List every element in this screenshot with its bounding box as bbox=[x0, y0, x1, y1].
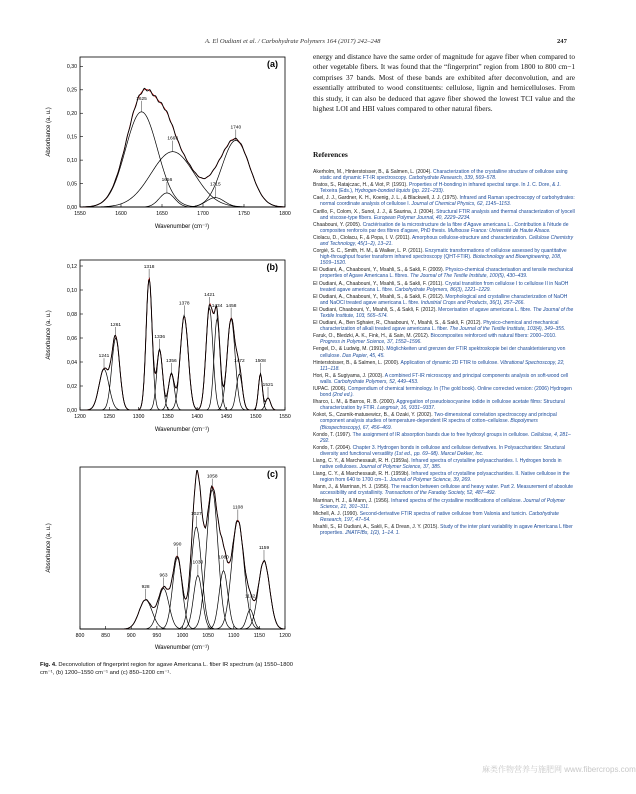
panel-label-b: (b) bbox=[266, 262, 278, 272]
x-tick-label: 1550 bbox=[279, 414, 291, 420]
reference-journal[interactable]: Cellulose, 4, 281–292. bbox=[320, 431, 571, 444]
reference-item bbox=[313, 386, 575, 398]
reference-authors: El Oudiani, A., Chaabouni, Y., Msahli, S., & Sakli, F. (2012). bbox=[313, 293, 446, 300]
reference-journal[interactable]: Langmuir, 16, 9331–9337. bbox=[377, 405, 436, 412]
reference-authors: El Oudiani, Chaabouni, Y., Msahli, S., & Sakli, F. (2012). bbox=[313, 306, 439, 313]
y-tick-label: 0,02 bbox=[66, 383, 77, 390]
reference-journal[interactable]: Vibrational Spectroscopy, 22, 111–118. bbox=[320, 359, 565, 372]
reference-authors: Liang, C. Y., & Marchessault, R. H. (1959a). bbox=[313, 458, 412, 465]
panel-label-a: (a) bbox=[267, 59, 278, 69]
reference-title-link[interactable]: Morphological and crystalline characterization of NaOH and NaOCl treated agave americana L. fibre. bbox=[320, 293, 568, 306]
plot-frame-b bbox=[80, 260, 285, 410]
watermark: 麻类作物营养与施肥网 www.fibercrops.com bbox=[482, 765, 636, 774]
reference-journal[interactable]: (1st ed., pp. 69–98). Marcel Dekker, Inc. bbox=[394, 450, 484, 457]
reference-item bbox=[313, 281, 575, 293]
y-tick-label: 0,15 bbox=[66, 134, 77, 141]
reference-item bbox=[313, 169, 575, 181]
x-tick-label: 1400 bbox=[191, 414, 203, 420]
reference-authors: El Oudiani, A., Ben Sghaier, R., Chaabouni, Y., Msahli, S., & Sakli, F. (2012). bbox=[313, 320, 484, 327]
peak-label-1108: 1108 bbox=[232, 505, 244, 511]
x-tick-label: 1800 bbox=[279, 211, 291, 217]
reference-journal[interactable]: Carbohydrate Research, 197, 47–54. bbox=[320, 510, 559, 523]
reference-authors: Ciolacu, D., Ciolacu, F., & Popa, I. V. (2011). bbox=[313, 234, 412, 241]
measured-spectrum-curve bbox=[80, 88, 285, 207]
x-tick-label: 950 bbox=[152, 633, 162, 639]
reference-authors: Kondo, T. (2004). bbox=[313, 444, 353, 451]
chart-a bbox=[40, 52, 302, 232]
panel-label-c: (c) bbox=[267, 469, 278, 479]
peak-label-990: 990 bbox=[173, 542, 182, 548]
reference-authors: Bratos, S., Ratajczac, H., & Viot, P. (1991). bbox=[313, 182, 409, 189]
reference-authors: El Oudiani, A., Chaabouni, Y., Msahli, S., & Sakli, F. (2009). bbox=[313, 267, 446, 274]
peak-label-963: 963 bbox=[159, 573, 168, 579]
reference-journal[interactable]: Industrial Crops and Products, 36(1), 257–266. bbox=[420, 299, 525, 306]
reference-journal[interactable]: Journal of Chemical Physics, 62, 1145–1153. bbox=[411, 201, 512, 208]
component-band-1521 bbox=[80, 398, 285, 410]
fitted-sum-curve bbox=[80, 278, 285, 410]
x-tick-label: 1750 bbox=[238, 211, 250, 217]
measured-spectrum-curve bbox=[80, 280, 285, 410]
reference-title-link[interactable]: Infrared and Raman spectroscopy of carbohydrates: normal coordinate analysis of cellulose I. bbox=[320, 195, 575, 208]
reference-item bbox=[313, 333, 575, 345]
reference-authors: Kondo, T. (1997). bbox=[313, 431, 353, 438]
reference-title-link[interactable]: Characterization of the crystalline structure of cellulose using static and dynamic FT-IR spectroscopy. bbox=[320, 169, 568, 182]
peak-label-928: 928 bbox=[141, 584, 150, 590]
reference-journal[interactable]: European Polymer Journal, 40, 2229–2234. bbox=[373, 214, 471, 221]
reference-journal[interactable]: Das Papier, 45, 45. bbox=[342, 352, 385, 359]
y-tick-label: 0,00 bbox=[66, 204, 77, 211]
reference-authors: Corgié, S. C., Smith, H. M., & Walker, L. P. (2011). bbox=[313, 248, 426, 255]
reference-journal[interactable]: Journal of Polymer Science, 21, 301–311. bbox=[320, 497, 566, 510]
peak-label-1027: 1027 bbox=[191, 511, 202, 517]
x-tick-label: 900 bbox=[126, 633, 136, 639]
x-tick-label: 1450 bbox=[220, 414, 233, 420]
reference-item bbox=[313, 294, 575, 306]
reference-item bbox=[313, 458, 575, 470]
peak-label-1336: 1336 bbox=[154, 335, 165, 340]
x-tick-label: 1500 bbox=[249, 414, 262, 420]
component-band-1740 bbox=[80, 140, 285, 207]
peak-label-1058: 1058 bbox=[206, 474, 218, 480]
peak-label-1508: 1508 bbox=[255, 359, 266, 364]
y-axis-label-b: Absorbance (a. u.) bbox=[46, 310, 52, 360]
reference-title-link[interactable]: Enzymatic transformations of cellulose assessed by quantitative high-throughput fourier transform infrared spectroscopy (QHT-FTIR). bbox=[320, 248, 567, 261]
reference-item bbox=[313, 222, 575, 234]
y-tick-label: 0,30 bbox=[66, 64, 77, 71]
reference-authors: Marrinan, H. J., & Mann, J. (1956). bbox=[313, 497, 392, 504]
reference-item bbox=[313, 373, 575, 385]
reference-item bbox=[313, 524, 575, 536]
y-axis-label-a: Absorbance (a. u.) bbox=[46, 107, 52, 157]
reference-title-link[interactable]: The reaction between cellulose and heavy water. Part 2. Measurement of absolute accessibility and crystallinity. bbox=[320, 484, 574, 497]
chart-c bbox=[40, 462, 302, 652]
reference-authors: Faruk, O., Bledzki, A. K., Fink, H., & Sain, M. (2012). bbox=[313, 333, 431, 340]
x-axis-label-c: Wavenumber (cm⁻¹) bbox=[154, 645, 210, 651]
figure-caption bbox=[40, 661, 302, 677]
figure-panel-b bbox=[40, 255, 302, 435]
x-tick-label: 1000 bbox=[176, 633, 189, 639]
component-band-1434 bbox=[80, 319, 285, 410]
body-paragraph: energy and distance have the same order of magnitude for agave fiber when compared to other vegetable fibers. It was found that the “fingerprint” region from 1800 to 800 cm−1 comprises 37 bands. Most of these bands are exhibited after deconvolution, and are essentially attributed to wood constituents: cellulose, lignin and hemicelluloses. From this study, it can also be deduced that agave fiber showed the lowest TCI value and the highest LOI and HBI values compared to other natural fibers. bbox=[313, 52, 575, 114]
y-tick-label: 0,06 bbox=[66, 335, 77, 342]
x-tick-label: 1200 bbox=[74, 414, 86, 420]
y-tick-label: 0,25 bbox=[66, 87, 77, 94]
page-number: 247 bbox=[557, 38, 567, 45]
peak-label-1378: 1378 bbox=[178, 301, 190, 307]
references-heading: References bbox=[313, 150, 348, 159]
reference-title-link[interactable]: Infrared spectra of the crystalline modifications of cellulose. bbox=[391, 497, 524, 504]
peak-label-1132: 1132 bbox=[244, 594, 256, 600]
reference-journal[interactable]: Journal of Polymer Science, 39, 269. bbox=[389, 477, 472, 484]
reference-journal[interactable]: Biotechnology and Bioengineering, 108, 1509–1520. bbox=[320, 254, 562, 267]
reference-title-link[interactable]: Biocomposites reinforced with natural fibers: 2000–2010. bbox=[430, 333, 557, 340]
reference-title-link[interactable]: Infrared spectra of crystalline polysaccharides. I. Hydrogen bonds in native celluloses. bbox=[320, 458, 562, 471]
reference-title-link[interactable]: Second-derivative FTIR spectra of native cellulose from Valonia and tunicin. bbox=[359, 510, 529, 517]
reference-title-link[interactable]: A combined FT-IR microscopy and principal components analysis on soft-wood cell walls. bbox=[320, 372, 569, 385]
x-tick-label: 1550 bbox=[74, 211, 86, 217]
running-head: A. El Oudiani et al. / Carbohydrate Polymers 164 (2017) 242–248 bbox=[205, 38, 381, 45]
caption-label: Fig. 4. bbox=[40, 662, 57, 668]
reference-authors: Chaabouni, Y. (2005). bbox=[313, 221, 363, 228]
peak-label-1521: 1521 bbox=[262, 383, 274, 388]
reference-title-link[interactable]: Crystal transition from cellulose I to cellulose II in NaOH treated agave americana L. fibre. bbox=[320, 280, 569, 293]
peak-label-1356: 1356 bbox=[166, 359, 177, 364]
peak-label-1625: 1625 bbox=[136, 96, 147, 102]
x-tick-label: 1150 bbox=[253, 633, 265, 639]
reference-journal[interactable]: Journal of Polymer Science, 37, 385. bbox=[359, 464, 442, 471]
reference-journal[interactable]: The Journal of The Textile Institute, 100(5), 430–439. bbox=[410, 273, 528, 280]
reference-item bbox=[313, 360, 575, 372]
reference-title-link[interactable]: Chapter 3. Hydrogen bonds in cellulose and cellulose derivatives. In Polysaccharides: Structural diversity and functional versatility bbox=[320, 444, 565, 457]
component-band-1656 bbox=[80, 193, 285, 207]
reference-authors: El Oudiani, A., Chaabouni, Y., Msahli, S., & Sakli, F. (2011). bbox=[313, 280, 446, 287]
reference-authors: Msahli, S., El Oudiani, A., Sakli, F., & Drean, J. Y. (2015). bbox=[313, 523, 441, 530]
reference-title-link[interactable]: Two-dimensional correlation spectroscopy and principal component analysis studies of temperature-dependent IR spectra of cotton–cellulose. bbox=[320, 412, 557, 425]
reference-item bbox=[313, 484, 575, 496]
x-tick-label: 1200 bbox=[279, 633, 291, 639]
peak-label-1241: 1241 bbox=[98, 354, 110, 360]
x-tick-label: 1250 bbox=[103, 414, 116, 420]
reference-title-link[interactable]: Properties of H-bonding in infrared spectral range. In J. C. Dore, & J. Teixeira (Eds.), bbox=[320, 182, 561, 195]
reference-item bbox=[313, 399, 575, 411]
peak-label-1656: 1656 bbox=[161, 177, 173, 183]
caption-text: Deconvolution of fingerprint region for agave Americana L. fiber IR spectrum (a) 1550–1800 cm⁻¹, (b) 1200–1550 cm⁻¹ and (c) 850–1200 cm⁻¹. bbox=[40, 662, 293, 676]
reference-authors: IUPAC. (2006). bbox=[313, 386, 348, 393]
component-band-1625 bbox=[80, 112, 285, 207]
peak-label-1080: 1080 bbox=[218, 555, 229, 561]
reference-journal[interactable]: Carbohydrate Research, 339, 569–578. bbox=[408, 175, 497, 182]
reference-journal[interactable]: Carbohydrate Polymers, 52, 449–453. bbox=[333, 378, 419, 385]
reference-title-link[interactable]: The assignment of IR absorption bands due to free hydroxyl groups in cellulose. bbox=[352, 431, 531, 438]
reference-title-link[interactable]: Aggregation of pseudoisocyanine iodide in cellulose acetate films: Structural characterization by FTIR. bbox=[320, 399, 565, 412]
reference-item bbox=[313, 182, 575, 194]
peak-label-1261: 1261 bbox=[110, 323, 122, 328]
chart-b bbox=[40, 255, 302, 435]
reference-journal[interactable]: Mulhouse France: Université de Haute Alsace. bbox=[447, 227, 551, 234]
x-tick-label: 1300 bbox=[132, 414, 145, 420]
x-tick-label: 1650 bbox=[156, 211, 168, 217]
peak-label-1030: 1030 bbox=[192, 560, 204, 566]
fitted-sum-curve bbox=[80, 89, 285, 207]
reference-item bbox=[313, 307, 575, 319]
reference-title-link[interactable]: Physico-chemical characterisation and tensile mechanical properties of Agave Americana L. fibres. bbox=[320, 267, 574, 280]
component-band-1458 bbox=[80, 319, 285, 410]
reference-authors: Cael, J. J., Gardner, K. H., Koenig, J. L., & Blackwell, J. J. (1975). bbox=[313, 195, 460, 202]
peak-label-1740: 1740 bbox=[230, 125, 242, 131]
y-tick-label: 0,10 bbox=[66, 287, 77, 294]
x-tick-label: 1700 bbox=[197, 211, 209, 217]
y-tick-label: 0,20 bbox=[66, 111, 77, 118]
component-band-1318 bbox=[80, 279, 285, 410]
y-tick-label: 0,08 bbox=[66, 311, 77, 318]
figure-panel-c bbox=[40, 462, 302, 652]
reference-authors: Akerholm, M., Hinterstoisser, B., & Salmen, L. (2004). bbox=[313, 169, 434, 175]
fitted-sum-curve bbox=[80, 471, 285, 629]
y-tick-label: 0,10 bbox=[66, 157, 77, 164]
x-tick-label: 1600 bbox=[115, 211, 127, 217]
reference-journal[interactable]: JNATFIBs, 1(2), 1–14. 1. bbox=[345, 530, 400, 537]
peak-label-1472: 1472 bbox=[233, 359, 245, 364]
x-tick-label: 800 bbox=[75, 633, 85, 639]
page-header bbox=[0, 38, 595, 50]
reference-journal[interactable]: The Journal of the Textile Institute, 103(4), 349–355. bbox=[449, 326, 566, 333]
reference-title-link[interactable]: Mercerisation of agave americana L. fibre. bbox=[438, 306, 533, 313]
x-tick-label: 1100 bbox=[228, 633, 240, 639]
reference-title-link[interactable]: Application of dynamic 2D FTIR to cellulose. bbox=[400, 359, 501, 366]
reference-item bbox=[313, 471, 575, 483]
y-tick-label: 0,05 bbox=[66, 181, 77, 188]
peak-label-1458: 1458 bbox=[225, 303, 237, 309]
reference-item bbox=[313, 346, 575, 358]
reference-journal[interactable]: Cellulose Chemistry and Technology, 45(1–2), 13–21. bbox=[320, 234, 574, 247]
x-tick-label: 1050 bbox=[202, 633, 214, 639]
peak-label-1663: 1663 bbox=[167, 136, 178, 142]
peak-label-1159: 1159 bbox=[258, 545, 270, 551]
peak-label-1434: 1434 bbox=[211, 303, 223, 309]
reference-title-link[interactable]: Compendium of chemical terminology. In (The gold book). Online corrected version: (2006) Hydrogen bond bbox=[320, 386, 572, 399]
reference-journal[interactable]: Biopolymers (Biospectroscopy), 67, 456–469. bbox=[320, 418, 538, 431]
y-tick-label: 0,12 bbox=[66, 263, 77, 270]
reference-item bbox=[313, 511, 575, 523]
reference-item bbox=[313, 320, 575, 332]
reference-authors: Liang, C. Y., & Marchessault, R. H. (1959b). bbox=[313, 471, 412, 478]
reference-item bbox=[313, 445, 575, 457]
reference-authors: Carillo, F., Colom, X., Sunol, J. J., & Saurina, J. (2004). bbox=[313, 208, 437, 215]
reference-journal[interactable]: Progress in Polymer Science, 37, 1552–1596. bbox=[320, 339, 422, 346]
reference-item bbox=[313, 248, 575, 266]
reference-authors: Mann, J., & Marrinan, H. J. (1956). bbox=[313, 484, 391, 491]
reference-authors: Michell, A. J. (1990). bbox=[313, 510, 360, 517]
reference-journal[interactable]: (2nd ed.). bbox=[332, 392, 354, 399]
peak-label-1318: 1318 bbox=[143, 265, 155, 270]
reference-authors: Hori, R., & Sugiyama, J. (2003). bbox=[313, 372, 385, 379]
reference-item bbox=[313, 195, 575, 207]
measured-spectrum-curve bbox=[80, 471, 285, 629]
reference-item bbox=[313, 267, 575, 279]
reference-item bbox=[313, 412, 575, 430]
reference-item bbox=[313, 235, 575, 247]
reference-journal[interactable]: Transactions of the Faraday Society, 52, 487–492. bbox=[384, 490, 496, 497]
peak-label-1421: 1421 bbox=[204, 293, 215, 298]
reference-journal[interactable]: Hydrogen-bonded liquids (pp. 221–233). bbox=[354, 188, 445, 195]
y-tick-label: 0,04 bbox=[66, 359, 77, 366]
plot-frame-c bbox=[80, 467, 285, 629]
reference-journal[interactable]: The Journal of the Textile Institute, 103, 565–574. bbox=[320, 306, 574, 319]
reference-title-link[interactable]: Physico-chemical and mechanical characterization of alkali treated agave americana L. fiber. bbox=[320, 320, 559, 333]
reference-item bbox=[313, 432, 575, 444]
component-band-1058 bbox=[80, 490, 285, 629]
component-band-1261 bbox=[80, 338, 285, 410]
x-tick-label: 1350 bbox=[162, 414, 174, 420]
x-tick-label: 850 bbox=[101, 633, 110, 639]
figure-panel-a bbox=[40, 52, 302, 232]
reference-authors: Kokot, S., Czarnik-matusewicz, B., & Ozaki, Y. (2002). bbox=[313, 412, 434, 419]
reference-authors: Ilharco, L. M., & Barros, R. B. (2000). bbox=[313, 399, 397, 406]
reference-authors: Fengel, D., & Ludwig, M. (1991). bbox=[313, 346, 387, 353]
reference-title-link[interactable]: Study of the inter plant variability in agave Americana L fiber properties. bbox=[320, 523, 573, 537]
peak-label-1715: 1715 bbox=[209, 182, 221, 188]
x-axis-label-a: Wavenumber (cm⁻¹) bbox=[154, 224, 210, 230]
reference-authors: Hinterstoisser, B., & Salmen, L. (2000). bbox=[313, 359, 401, 366]
y-axis-label-c: Absorbance (a. u.) bbox=[46, 523, 52, 573]
reference-title-link[interactable]: Structural FTIR analysis and thermal characterization of lyocell and viscose-type fibers. bbox=[320, 208, 575, 221]
y-tick-label: 0,00 bbox=[66, 407, 77, 414]
reference-title-link[interactable]: Cractérisation de la microstructure de la fibre d'Agave americana L.. Contribution à l'étude de composites renforcés par des fibres d'agave, PhD thesis. bbox=[320, 221, 569, 234]
reference-item bbox=[313, 498, 575, 510]
x-axis-label-b: Wavenumber (cm⁻¹) bbox=[154, 427, 210, 433]
reference-item bbox=[313, 209, 575, 221]
reference-title-link[interactable]: Infrared spectra of crystalline polysaccharides. II. Native cellulose in the region from 640 to 1700 cm−1. bbox=[320, 471, 570, 484]
reference-list bbox=[313, 169, 575, 537]
reference-title-link[interactable]: Möglichkeiten und grenzen der FTIR spektroskopie bei der charakterisierung von cellulose. bbox=[320, 346, 566, 359]
reference-journal[interactable]: Carbohydrate Polymers, 86(3), 1221–1229. bbox=[394, 286, 491, 293]
reference-title-link[interactable]: Amorphous cellulose-structure and characterization. bbox=[411, 234, 529, 241]
plot-frame-a bbox=[80, 57, 285, 207]
